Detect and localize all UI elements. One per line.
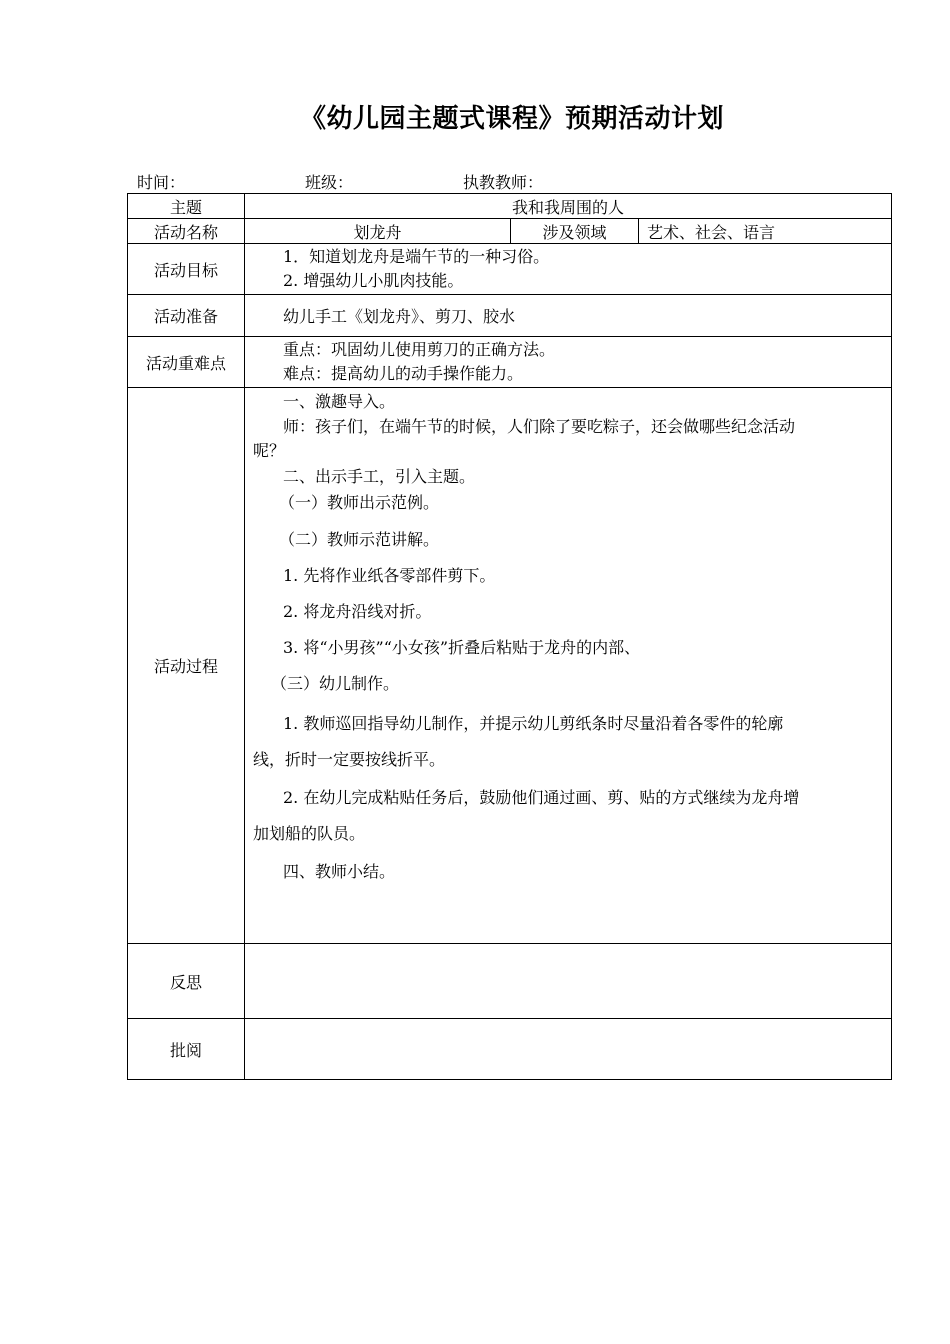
key-points-row bbox=[128, 337, 892, 388]
activity-name-value: 划龙舟 bbox=[245, 219, 511, 244]
prep-label: 活动准备 bbox=[128, 295, 245, 337]
key-point-item: 重点：巩固幼儿使用剪刀的正确方法。 bbox=[283, 340, 556, 359]
process-line: 线，折时一定要按线折平。 bbox=[253, 750, 446, 769]
prep-row bbox=[128, 295, 892, 337]
teacher-label: 执教教师： bbox=[463, 173, 544, 192]
process-line: （一）教师出示范例。 bbox=[279, 493, 440, 512]
time-label: 时间： bbox=[137, 173, 186, 192]
process-line: 呢？ bbox=[253, 441, 286, 460]
goal-item: 1．知道划龙舟是端午节的一种习俗。 bbox=[283, 247, 550, 266]
process-line: （二）教师示范讲解。 bbox=[279, 530, 440, 549]
reflection-row bbox=[128, 944, 892, 1019]
process-line: 1. 先将作业纸各零部件剪下。 bbox=[283, 566, 496, 585]
process-line: 1. 教师巡回指导幼儿制作，并提示幼儿剪纸条时尽量沿着各零件的轮廓 bbox=[283, 714, 784, 733]
goals-label: 活动目标 bbox=[128, 244, 245, 295]
activity-name-row bbox=[128, 219, 892, 244]
class-label: 班级： bbox=[305, 173, 354, 192]
process-line: 二、出示手工，引入主题。 bbox=[283, 467, 476, 486]
domain-value: 艺术、社会、语言 bbox=[639, 219, 892, 244]
theme-label: 主题 bbox=[128, 194, 245, 219]
reflection-cell bbox=[245, 944, 892, 1019]
process-line: 师：孩子们，在端午节的时候，人们除了要吃粽子，还会做哪些纪念活动 bbox=[283, 417, 796, 436]
process-line: （三）幼儿制作。 bbox=[271, 674, 400, 693]
prep-cell bbox=[245, 295, 892, 337]
process-row bbox=[128, 388, 892, 944]
process-line: 一、激趣导入。 bbox=[283, 392, 396, 411]
key-point-item: 难点：提高幼儿的动手操作能力。 bbox=[283, 364, 524, 383]
domain-label: 涉及领域 bbox=[511, 219, 639, 244]
review-cell bbox=[245, 1019, 892, 1080]
theme-row bbox=[128, 194, 892, 219]
activity-plan-table bbox=[127, 193, 892, 1080]
review-row bbox=[128, 1019, 892, 1080]
process-line: 3. 将“小男孩”“小女孩”折叠后粘贴于龙舟的内部、 bbox=[283, 638, 641, 657]
document-title: 《幼儿园主题式课程》预期活动计划 bbox=[299, 104, 724, 134]
key-points-label: 活动重难点 bbox=[128, 337, 245, 388]
review-label: 批阅 bbox=[128, 1019, 245, 1080]
goal-item: 2. 增强幼儿小肌肉技能。 bbox=[283, 271, 464, 290]
process-line: 加划船的队员。 bbox=[253, 824, 366, 843]
process-line: 2. 在幼儿完成粘贴任务后，鼓励他们通过画、剪、贴的方式继续为龙舟增 bbox=[283, 788, 800, 807]
prep-value: 幼儿手工《划龙舟》、剪刀、胶水 bbox=[283, 307, 516, 326]
activity-name-label: 活动名称 bbox=[128, 219, 245, 244]
goals-cell bbox=[245, 244, 892, 295]
process-cell bbox=[245, 388, 892, 944]
process-line: 四、教师小结。 bbox=[283, 862, 396, 881]
theme-value: 我和我周围的人 bbox=[245, 194, 892, 219]
process-label: 活动过程 bbox=[128, 388, 245, 944]
process-line: 2. 将龙舟沿线对折。 bbox=[283, 602, 432, 621]
reflection-label: 反思 bbox=[128, 944, 245, 1019]
key-points-cell bbox=[245, 337, 892, 388]
goals-row bbox=[128, 244, 892, 295]
